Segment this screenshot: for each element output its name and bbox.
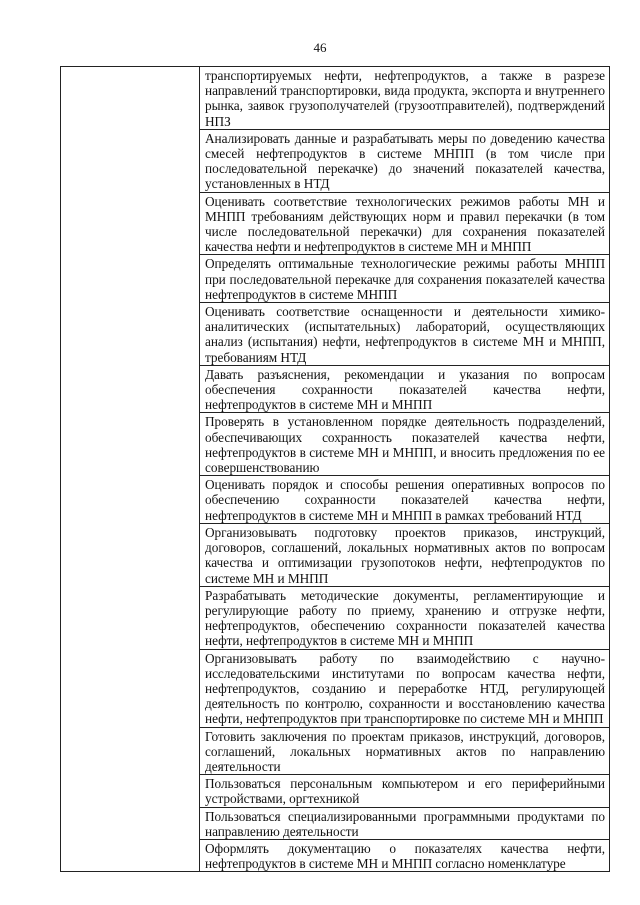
- table-cell: [200, 586, 610, 649]
- table-cell: [200, 649, 610, 727]
- table-cell: [200, 413, 610, 476]
- cell-text: Готовить заключения по проектам приказов, инструкций, договоров, соглашений, локальных нормативных актов по направлению деятельности: [205, 728, 605, 774]
- left-column-cell: [61, 67, 200, 872]
- cell-text: Пользоваться специализированными программными продуктами по направлению деятельности: [205, 808, 605, 839]
- cell-text: Оценивать порядок и способы решения оперативных вопросов по обеспечению сохранности показателей качества нефти, нефтепродуктов в системе МН и МНПП в рамках требований НТД: [205, 477, 605, 523]
- table-cell: [200, 775, 610, 807]
- cell-text: транспортируемых нефти, нефтепродуктов, а также в разрезе направлений транспортировки, вида продукта, экспорта и внутреннего рынка, заявок грузополучателей (грузоотправителей), подтверждений НПЗ: [205, 68, 605, 129]
- cell-text: Оценивать соответствие оснащенности и деятельности химико-аналитических (испытательных) лабораторий, осуществляющих анализ (испытания) нефти, нефтепродуктов в системе МН и МНПП, требованиям НТД: [205, 304, 605, 365]
- table-cell: [200, 303, 610, 366]
- cell-text: Организовывать работу по взаимодействию с научно-исследовательскими институтами по вопросам качества нефти, нефтепродуктов, созданию и переработке НТД, регулирующей деятельность по контролю, сохранности и восстановлению качества нефти, нефтепродуктов при транспортировке по системе МН и МНПП: [205, 650, 605, 727]
- cell-text: Разрабатывать методические документы, регламентирующие и регулирующие работу по приему, хранению и отгрузке нефти, нефтепродуктов, обеспечению сохранности показателей качества нефти, нефтепродуктов в системе МН и МНПП: [205, 587, 605, 649]
- table-cell: [200, 523, 610, 586]
- table-cell: [200, 67, 610, 130]
- cell-text: Пользоваться персональным компьютером и его периферийными устройствами, оргтехникой: [205, 776, 605, 807]
- table-cell: [200, 255, 610, 303]
- skills-table: [60, 66, 610, 872]
- cell-text: Проверять в установленном порядке деятельность подразделений, обеспечивающих сохранность показателей качества нефти, нефтепродуктов в системе МН и МНПП, и вносить предложения по ее совершенствованию: [205, 414, 605, 476]
- cell-text: Организовывать подготовку проектов приказов, инструкций, договоров, соглашений, локальных нормативных актов по вопросам качества и оптимизации грузопотоков нефти, нефтепродуктов по системе МН и МНПП: [205, 524, 605, 586]
- cell-text: Определять оптимальные технологические режимы работы МНПП при последовательной перекачке для сохранения показателей качества нефтепродуктов в системе МНПП: [205, 256, 605, 302]
- page-number: 46: [313, 40, 327, 55]
- cell-text: Оценивать соответствие технологических режимов работы МН и МНПП требованиям действующих норм и правил перекачки (в том числе последовательной перекачки) для сохранения показателей качества нефти и нефтепродуктов в системе МН и МНПП: [205, 193, 605, 255]
- cell-text: Анализировать данные и разрабатывать меры по доведению качества смесей нефтепродуктов в системе МНПП (в том числе при последовательной перекачке) до значений показателей качества, установленных в НТД: [205, 130, 605, 192]
- table-cell: [200, 476, 610, 524]
- table-cell: [200, 365, 610, 413]
- cell-text: Оформлять документацию о показателях качества нефти, нефтепродуктов в системе МН и МНПП согласно номенклатуре: [205, 840, 605, 872]
- table-cell: [200, 129, 610, 192]
- table-cell: [200, 839, 610, 871]
- table-row: [61, 67, 610, 130]
- table-cell: [200, 807, 610, 839]
- table-cell: [200, 727, 610, 775]
- table-cell: [200, 192, 610, 255]
- cell-text: Давать разъяснения, рекомендации и указания по вопросам обеспечения сохранности показателей качества нефти, нефтепродуктов в системе МН и МНПП: [205, 366, 605, 413]
